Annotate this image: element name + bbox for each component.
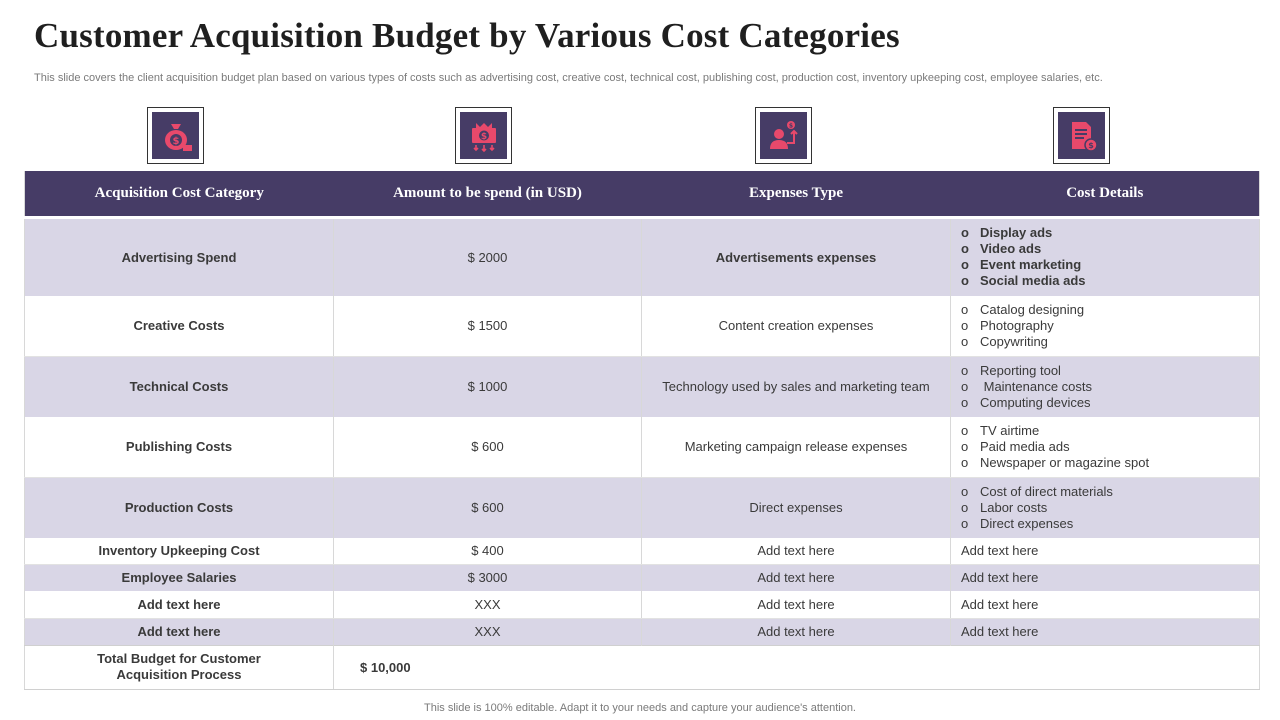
row-cost-details [951, 417, 1260, 477]
document-cost-icon [1058, 112, 1105, 159]
details-list [961, 423, 1253, 471]
row-amount: $ 600 [334, 477, 642, 538]
footer-note: This slide is 100% editable. Adapt it to your needs and capture your audience's attention. [424, 702, 856, 714]
row-category: Publishing Costs [25, 417, 334, 477]
row-amount: XXX [334, 618, 642, 645]
table-row [25, 618, 1260, 645]
row-category: Creative Costs [25, 296, 334, 356]
list-item: o Reporting tool [961, 362, 1061, 378]
row-cost-details: Add text here [951, 538, 1260, 564]
header-amount: Amount to be spend (in USD) [334, 171, 642, 217]
slide-subtitle: This slide covers the client acquisition budget plan based on various types of costs such as advertising cost, creative cost, technical cost, publishing cost, production cost, inventory upkeeping cost, employee salaries, etc. [34, 72, 1103, 84]
svg-text:$: $ [172, 135, 179, 147]
list-item: o Video ads [961, 241, 1042, 257]
row-cost-details: Add text here [951, 591, 1260, 618]
row-expenses-type: Direct expenses [642, 477, 951, 538]
row-amount: $ 3000 [334, 564, 642, 591]
table-row [25, 217, 1260, 296]
row-expenses-type: Content creation expenses [642, 296, 951, 356]
list-item: o TV airtime [961, 422, 1040, 438]
row-amount: $ 2000 [334, 217, 642, 296]
list-item: o Labor costs [961, 499, 1048, 515]
list-item: o Paid media ads [961, 438, 1070, 454]
row-category: Production Costs [25, 477, 334, 538]
total-row [25, 645, 1260, 689]
list-item: o Direct expenses [961, 515, 1074, 531]
row-expenses-type: Marketing campaign release expenses [642, 417, 951, 477]
cash-distribution-icon [460, 112, 507, 159]
total-label [25, 645, 334, 689]
row-amount: $ 1500 [334, 296, 642, 356]
document-cost-icon-box [1053, 107, 1110, 164]
row-amount: $ 400 [334, 538, 642, 564]
list-item: o Social media ads [961, 273, 1086, 289]
row-amount: $ 1000 [334, 356, 642, 417]
list-item: o Photography [961, 317, 1054, 333]
list-item: o Maintenance costs [961, 378, 1093, 394]
row-category: Add text here [25, 618, 334, 645]
row-expenses-type: Technology used by sales and marketing team [642, 356, 951, 417]
svg-text:$: $ [480, 131, 487, 142]
row-expenses-type: Advertisements expenses [642, 217, 951, 296]
list-item: o Copywriting [961, 333, 1048, 349]
list-item: o Display ads [961, 225, 1053, 241]
table-row [25, 477, 1260, 538]
row-expenses-type: Add text here [642, 564, 951, 591]
table-row [25, 591, 1260, 618]
row-category: Inventory Upkeeping Cost [25, 538, 334, 564]
list-item: o Catalog designing [961, 301, 1085, 317]
list-item: o Newspaper or magazine spot [961, 454, 1150, 470]
row-cost-details [951, 217, 1260, 296]
money-bag-icon-box [147, 107, 204, 164]
header-expenses-type: Expenses Type [642, 171, 951, 217]
table-row [25, 296, 1260, 356]
row-category: Add text here [25, 591, 334, 618]
header-category: Acquisition Cost Category [25, 171, 334, 217]
table-header-row [25, 171, 1260, 217]
cash-distribution-icon-box [455, 107, 512, 164]
details-list [961, 302, 1253, 350]
row-expenses-type: Add text here [642, 538, 951, 564]
svg-text:$: $ [788, 122, 793, 129]
total-label-line1: Total Budget for Customer [97, 651, 261, 666]
budget-table [24, 171, 1260, 690]
person-funding-icon-box [755, 107, 812, 164]
total-amount: $ 10,000 [334, 645, 1260, 689]
row-amount: $ 600 [334, 417, 642, 477]
list-item: o Cost of direct materials [961, 483, 1113, 499]
slide-title: Customer Acquisition Budget by Various Cost Categories [34, 16, 900, 55]
list-item: o Event marketing [961, 257, 1082, 273]
row-cost-details [951, 477, 1260, 538]
details-list [961, 484, 1253, 532]
list-item: o Computing devices [961, 394, 1091, 410]
table-row [25, 564, 1260, 591]
row-cost-details: Add text here [951, 618, 1260, 645]
row-cost-details [951, 356, 1260, 417]
row-category: Advertising Spend [25, 217, 334, 296]
row-expenses-type: Add text here [642, 591, 951, 618]
row-amount: XXX [334, 591, 642, 618]
table-row [25, 538, 1260, 564]
row-category: Employee Salaries [25, 564, 334, 591]
person-funding-icon [760, 112, 807, 159]
total-label-line2: Acquisition Process [116, 667, 242, 682]
row-expenses-type: Add text here [642, 618, 951, 645]
row-category: Technical Costs [25, 356, 334, 417]
row-cost-details: Add text here [951, 564, 1260, 591]
table-row [25, 356, 1260, 417]
money-bag-icon [152, 112, 199, 159]
header-cost-details: Cost Details [951, 171, 1260, 217]
details-list [961, 363, 1253, 411]
svg-text:$: $ [1087, 140, 1094, 150]
details-list [961, 225, 1253, 289]
row-cost-details [951, 296, 1260, 356]
table-row [25, 417, 1260, 477]
